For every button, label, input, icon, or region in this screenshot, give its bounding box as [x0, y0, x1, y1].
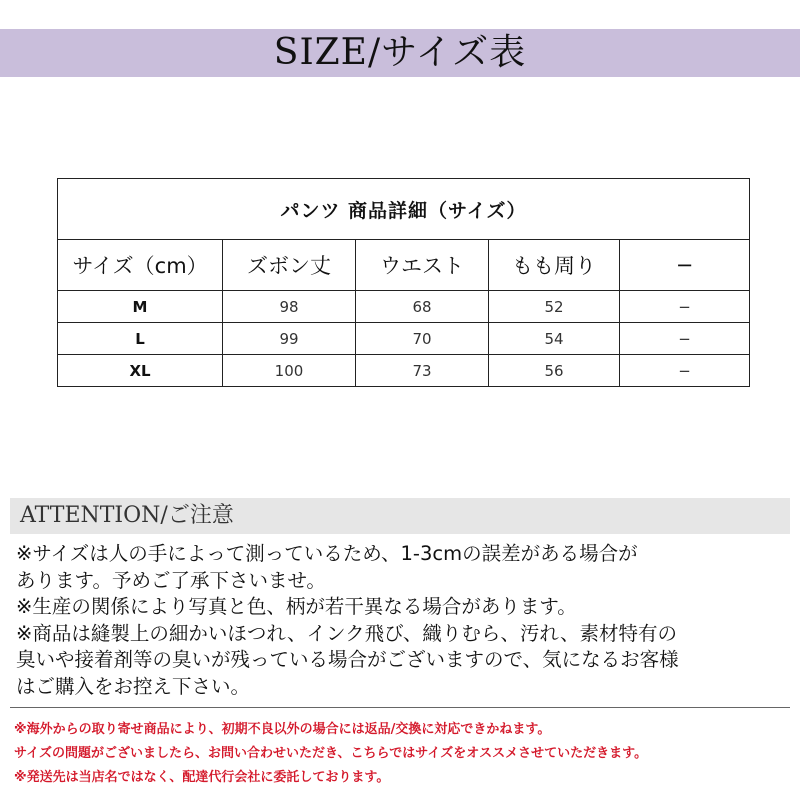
footer-note-line: ※発送先は当店名ではなく、配達代行会社に委託しております。 [14, 770, 390, 785]
footer-note-line: ※海外からの取り寄せ商品により、初期不良以外の場合には返品/交換に対応できかねます。 [14, 722, 551, 737]
waist-cell: 68 [356, 291, 489, 323]
table-caption: パンツ 商品詳細（サイズ） [58, 179, 750, 240]
column-header-waist: ウエスト [356, 240, 489, 291]
note-line: ※商品は縫製上の細かいほつれ、インク飛び、織りむら、汚れ、素材特有の [16, 621, 678, 645]
attention-title: ATTENTION/ご注意 [20, 503, 234, 528]
thigh-cell: 52 [489, 291, 620, 323]
extra-cell: − [620, 323, 750, 355]
note-line: 臭いや接着剤等の臭いが残っている場合がございますので、気になるお客様 [16, 648, 679, 671]
extra-cell: − [620, 291, 750, 323]
note-line: ※サイズは人の手によって測っているため、1-3cmの誤差がある場合が [16, 542, 638, 565]
table-row [58, 323, 750, 355]
size-cell: XL [58, 355, 223, 387]
page-title: SIZE/サイズ表 [273, 32, 527, 73]
table-row [58, 355, 750, 387]
size-cell: M [58, 291, 223, 323]
size-table [57, 178, 750, 387]
extra-cell: − [620, 355, 750, 387]
length-cell: 98 [223, 291, 356, 323]
column-header-extra: − [620, 240, 750, 291]
column-header-length: ズボン丈 [223, 240, 356, 291]
footer-note-line: サイズの問題がございましたら、お問い合わせいただき、こちらではサイズをオススメさせていただきます。 [14, 746, 648, 761]
thigh-cell: 54 [489, 323, 620, 355]
length-cell: 99 [223, 323, 356, 355]
note-line: あります。予めご了承下さいませ。 [16, 568, 326, 592]
waist-cell: 70 [356, 323, 489, 355]
note-line: ※生産の関係により写真と色、柄が若干異なる場合があります。 [16, 595, 577, 618]
thigh-cell: 56 [489, 355, 620, 387]
column-header-thigh: もも周り [489, 240, 620, 291]
divider [10, 707, 790, 708]
footer-notes [14, 718, 794, 790]
note-line: はご購入をお控え下さい。 [16, 674, 251, 698]
length-cell: 100 [223, 355, 356, 387]
size-cell: L [58, 323, 223, 355]
column-header-size: サイズ（cm） [58, 240, 223, 291]
table-header-row [58, 240, 750, 291]
waist-cell: 73 [356, 355, 489, 387]
table-row [58, 291, 750, 323]
attention-notes [16, 541, 796, 700]
